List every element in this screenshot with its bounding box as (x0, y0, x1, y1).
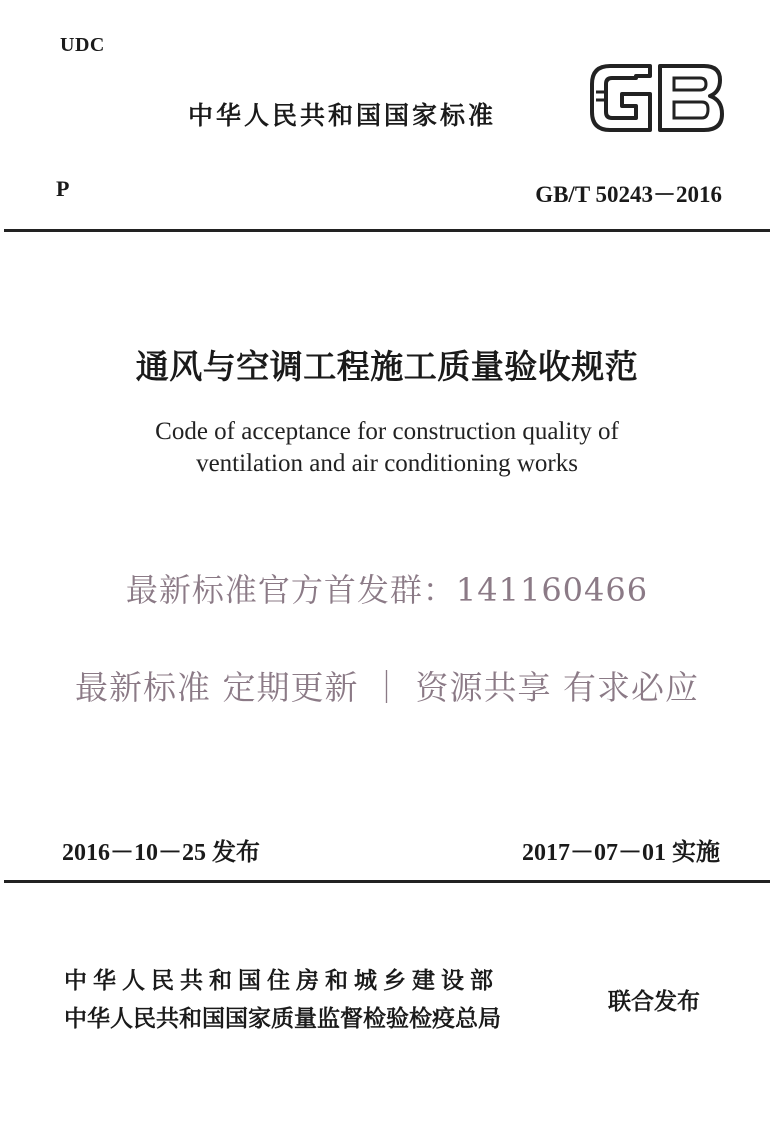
title-chinese: 通风与空调工程施工质量验收规范 (135, 347, 639, 386)
classification-code: P (56, 176, 70, 201)
promo-line-2: 最新标准 定期更新 ｜ 资源共享 有求必应 (75, 668, 699, 707)
issuer-ministry: 中华人民共和国住房和城乡建设部 (64, 968, 499, 994)
national-standard-heading: 中华人民共和国国家标准 (188, 101, 497, 130)
gb-logo (588, 62, 724, 134)
title-english (0, 416, 774, 480)
top-divider (4, 229, 770, 232)
bottom-divider (4, 880, 770, 883)
implementation-date: 2017－07－01 实施 (522, 840, 720, 866)
title-english-line-2: ventilation and air conditioning works (196, 450, 578, 477)
issuer-aqsiq: 中华人民共和国国家质量监督检验检疫总局 (64, 1006, 501, 1032)
issue-date: 2016－10－25 发布 (62, 840, 260, 866)
title-english-line-1: Code of acceptance for construction quality of (155, 418, 619, 445)
promo-line-1: 最新标准官方首发群：141160466 (125, 571, 649, 609)
udc-label: UDC (60, 34, 105, 56)
joint-issue-label: 联合发布 (608, 989, 700, 1015)
standard-number: GB/T 50243－2016 (535, 182, 722, 207)
